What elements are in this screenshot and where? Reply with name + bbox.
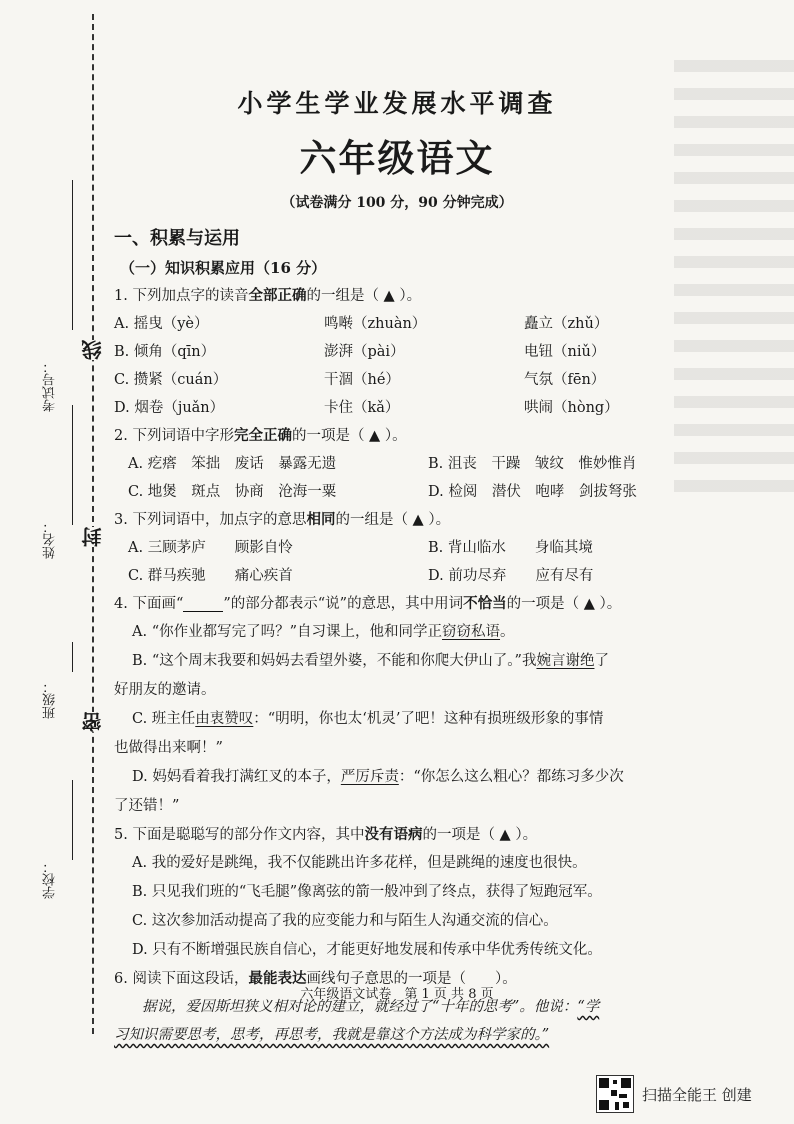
name-field <box>44 500 84 600</box>
page-footer: 六年级语文试卷 第 1 页 共 8 页 <box>300 987 494 1002</box>
name-underline <box>72 405 73 525</box>
section-title: 一、积累与运用 <box>114 228 240 249</box>
binding-mark-mi: 密 <box>78 712 104 732</box>
question-2-stem: 2. 下列词语中字形完全正确的一项是（ ▲ ）。 <box>114 427 407 444</box>
binding-mark-feng: 封 <box>78 527 104 547</box>
binding-mark-xian: 线 <box>78 340 104 360</box>
scanner-credit: 扫描全能王 创建 <box>642 1085 752 1104</box>
school-label: 学校： <box>43 860 58 899</box>
class-label: 班级： <box>43 680 58 719</box>
question-4-option-d-cont: 了还错！” <box>114 798 180 814</box>
question-1-stem: 1. 下列加点字的读音全部正确的一组是（ ▲ ）。 <box>114 287 422 304</box>
name-label: 姓名： <box>43 520 58 559</box>
question-4-option-d: D. 妈妈看着我打满红叉的本子，严厉斥责：“你怎么这么粗心？都练习多少次 <box>132 769 624 785</box>
question-3-row-2: C. 群马疾驰 痛心疾首 D. 前功尽弃 应有尽有 <box>128 568 594 584</box>
exam-subtitle: （试卷满分 100 分，90 分钟完成） <box>281 195 513 211</box>
question-2-row-1: A. 疙瘩 笨拙 废话 暴露无遗 B. 沮丧 干躁 皱纹 惟妙惟肖 <box>128 456 637 472</box>
underline-blank <box>183 597 223 612</box>
subsection-title: （一）知识积累应用（16 分） <box>120 259 327 277</box>
class-underline <box>72 642 73 672</box>
school-field <box>44 840 84 940</box>
school-underline <box>72 780 73 860</box>
question-4-option-a: A. “你作业都写完了吗？”自习课上，他和同学正窃窃私语。 <box>132 624 515 640</box>
scanner-watermark <box>596 1074 752 1114</box>
question-3-row-1: A. 三顾茅庐 顾影自怜 B. 背山临水 身临其境 <box>128 540 593 556</box>
question-1-row-c: C. 攒紧（cuán） 干涸（hé） 气氛（fēn） <box>114 372 606 388</box>
question-5-option-d: D. 只有不断增强民族自信心，才能更好地发展和传承中华优秀传统文化。 <box>132 942 602 958</box>
question-4-option-c: C. 班主任由衷赞叹：“明明，你也太‘机灵’了吧！这种有损班级形象的事情 <box>132 711 604 727</box>
exam-title: 六年级语文 <box>299 136 495 180</box>
survey-title: 小学生学业发展水平调查 <box>237 89 557 118</box>
exam-number-label: 考试号： <box>43 360 58 412</box>
qr-code-icon <box>596 1075 634 1113</box>
question-4-option-b-cont: 好朋友的邀请。 <box>114 682 216 698</box>
question-4-option-b: B. “这个周末我要和妈妈去看望外婆，不能和你爬大伊山了。”我婉言谢绝了 <box>132 653 609 669</box>
question-5-option-c: C. 这次参加活动提高了我的应变能力和与陌生人沟通交流的信心。 <box>132 913 558 929</box>
question-5-option-b: B. 只见我们班的“飞毛腿”像离弦的箭一般冲到了终点，获得了短跑冠军。 <box>132 884 602 900</box>
question-1-row-d: D. 烟卷（juǎn） 卡住（kǎ） 哄闹（hòng） <box>114 400 619 416</box>
question-2-row-2: C. 地煲 斑点 协商 沧海一粟 D. 检阅 潜伏 咆哮 剑拔弩张 <box>128 484 637 500</box>
question-4-option-c-cont: 也做得出来啊！” <box>114 740 223 756</box>
question-5-option-a: A. 我的爱好是跳绳，我不仅能跳出许多花样，但是跳绳的速度也很快。 <box>132 855 587 871</box>
question-6-passage: 据说，爱因斯坦狭义相对论的建立，就经过了“十年的思考”。他说：“学 <box>142 999 600 1015</box>
question-4-stem: 4. 下面画“ ”的部分都表示“说”的意思，其中用词不恰当的一项是（ ▲ ）。 <box>114 595 622 612</box>
question-3-stem: 3. 下列词语中，加点字的意思相同的一组是（ ▲ ）。 <box>114 511 451 528</box>
question-6-stem: 6. 阅读下面这段话，最能表达画线句子意思的一项是（ ）。 <box>114 970 517 987</box>
question-6-passage-cont: 习知识需要思考，思考，再思考，我就是靠这个方法成为科学家的。” <box>114 1027 550 1043</box>
exam-content <box>114 224 734 1049</box>
question-1-row-a: A. 摇曳（yè） 鸣啭（zhuàn） 矗立（zhǔ） <box>114 316 609 332</box>
question-1-row-b: B. 倾角（qīn） 澎湃（pài） 电钮（niǔ） <box>114 344 606 360</box>
question-5-stem: 5. 下面是聪聪写的部分作文内容，其中没有语病的一项是（ ▲ ）。 <box>114 826 538 843</box>
